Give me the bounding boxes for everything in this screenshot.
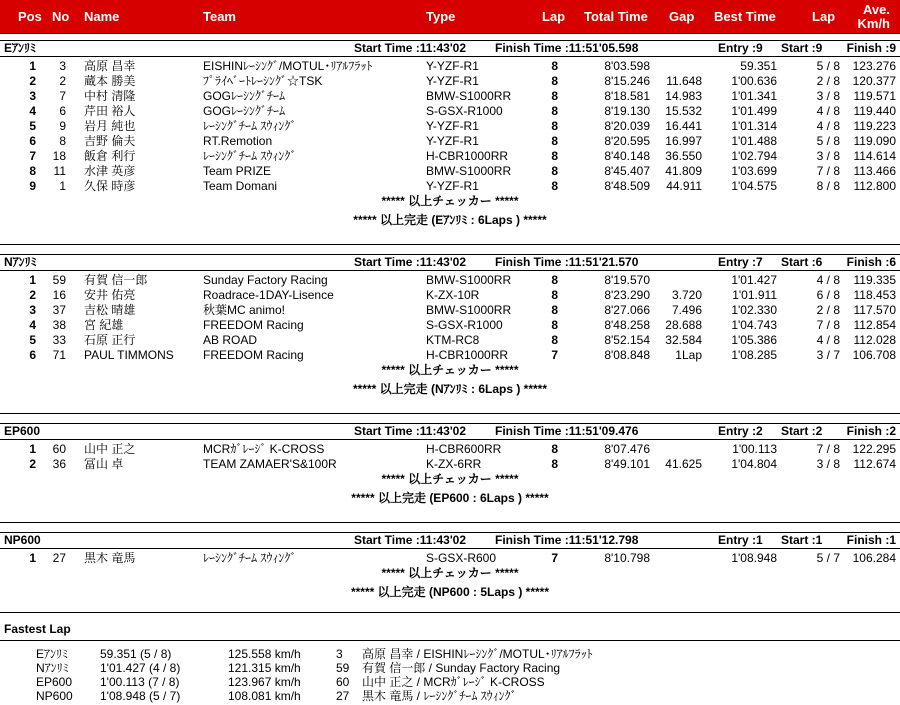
rider-name-cell: 黒木 竜馬 xyxy=(84,551,136,565)
bike-type-cell: Y-YZF-R1 xyxy=(426,119,479,133)
finish-time: Finish Time :11:51'21.570 xyxy=(495,255,639,269)
rider-name-cell: 中村 清隆 xyxy=(84,89,136,103)
ave-speed-cell: 119.571 xyxy=(853,89,896,103)
best-time-cell: 1'02.330 xyxy=(731,303,777,317)
col-ave-header xyxy=(858,3,891,31)
bike-type-cell: K-ZX-10R xyxy=(426,288,480,302)
table-row xyxy=(0,551,900,566)
best-time-cell: 1'01.427 xyxy=(731,273,777,287)
col-gap-header: Gap xyxy=(669,9,695,24)
pos-cell: 5 xyxy=(29,119,36,133)
gap-cell: 11.648 xyxy=(666,74,702,88)
number-cell: 59 xyxy=(52,273,66,287)
fastest-speed: 108.081 km/h xyxy=(228,689,301,703)
ave-speed-cell: 106.284 xyxy=(852,551,896,565)
best-time-cell: 1'00.636 xyxy=(731,74,777,88)
total-time-cell: 8'20.595 xyxy=(604,134,650,148)
best-lap-cell: 4 / 8 xyxy=(816,333,840,347)
total-time-cell: 8'10.798 xyxy=(604,551,650,565)
fastest-lap-row xyxy=(0,647,900,662)
bike-type-cell: KTM-RC8 xyxy=(426,333,480,347)
pos-cell: 3 xyxy=(29,89,36,103)
number-cell: 18 xyxy=(52,149,66,163)
best-time-cell: 1'01.488 xyxy=(731,134,777,148)
section-divider xyxy=(0,522,900,523)
ave-speed-cell: 112.800 xyxy=(853,179,896,193)
laps-cell: 8 xyxy=(551,318,558,332)
best-time-cell: 1'08.948 xyxy=(731,551,777,565)
fastest-time: 1'08.948 (5 / 7) xyxy=(100,689,181,703)
pos-cell: 3 xyxy=(29,303,36,317)
ave-speed-cell: 120.377 xyxy=(852,74,896,88)
fastest-time: 1'00.113 (7 / 8) xyxy=(100,675,180,689)
start-time: Start Time :11:43'02 xyxy=(354,533,467,547)
ave-speed-cell: 117.570 xyxy=(853,303,896,317)
fastest-class: NP600 xyxy=(36,689,73,703)
gap-cell: 41.625 xyxy=(665,457,702,471)
rider-name-cell: 安井 佑亮 xyxy=(84,288,136,302)
rider-name-cell: 芹田 裕人 xyxy=(84,104,136,118)
best-time-cell: 1'01.911 xyxy=(732,288,777,302)
team-cell: ﾌﾟﾗｲﾍﾞｰﾄﾚｰｼﾝｸﾞ☆TSK xyxy=(203,74,323,88)
gap-cell: 1Lap xyxy=(675,348,702,362)
best-lap-cell: 4 / 8 xyxy=(816,273,840,287)
total-time-cell: 8'20.039 xyxy=(604,119,650,133)
pos-cell: 6 xyxy=(29,134,36,148)
pos-cell: 4 xyxy=(29,318,36,332)
class-header xyxy=(0,40,900,57)
finish-count: Finish :6 xyxy=(846,255,896,269)
pos-cell: 6 xyxy=(29,348,36,362)
rider-name-cell: 冨山 卓 xyxy=(84,457,124,471)
table-row xyxy=(0,149,900,164)
checker-line: ***** 以上チェッカー ***** xyxy=(381,194,519,208)
rider-name-cell: 吉松 晴雄 xyxy=(84,303,136,317)
team-cell: MCRｶﾞﾚｰｼﾞ K-CROSS xyxy=(203,442,325,456)
rider-name-cell: 山中 正之 xyxy=(84,442,136,456)
best-lap-cell: 4 / 8 xyxy=(816,104,840,118)
team-cell: FREEDOM Racing xyxy=(203,318,304,332)
bike-type-cell: BMW-S1000RR xyxy=(426,303,512,317)
gap-cell: 36.550 xyxy=(665,149,702,163)
gap-cell: 28.688 xyxy=(665,318,702,332)
number-cell: 71 xyxy=(52,348,66,362)
ave-speed-cell: 113.466 xyxy=(853,164,896,178)
laps-cell: 7 xyxy=(551,348,558,362)
total-time-cell: 8'18.581 xyxy=(604,89,650,103)
number-cell: 37 xyxy=(52,303,66,317)
table-row xyxy=(0,164,900,179)
best-lap-cell: 2 / 8 xyxy=(816,303,840,317)
results-header xyxy=(0,0,900,34)
col-lap-header: Lap xyxy=(542,9,566,24)
table-row xyxy=(0,348,900,363)
team-cell: EISHINﾚｰｼﾝｸﾞ/MOTUL･ﾘｱﾙﾌﾗｯﾄ xyxy=(203,59,373,73)
rider-name-cell: 石原 正行 xyxy=(84,333,136,347)
fastest-class: Nｱﾝﾘﾐ xyxy=(36,661,69,675)
ave-speed-cell: 118.453 xyxy=(853,288,896,302)
fastest-speed: 121.315 km/h xyxy=(228,661,301,675)
pos-cell: 1 xyxy=(29,273,36,287)
table-row xyxy=(0,303,900,318)
gap-cell: 7.496 xyxy=(671,303,702,317)
best-time-cell: 1'03.699 xyxy=(731,164,777,178)
ave-speed-cell: 112.674 xyxy=(853,457,896,471)
total-time-cell: 8'40.148 xyxy=(604,149,650,163)
best-lap-cell: 7 / 8 xyxy=(816,318,840,332)
gap-cell: 14.983 xyxy=(665,89,702,103)
col-no-header: No xyxy=(52,9,70,24)
class-name: Nｱﾝﾘﾐ xyxy=(4,255,37,269)
fastest-rider-team: 有賀 信一郎 / Sunday Factory Racing xyxy=(362,661,561,675)
section-divider xyxy=(0,612,900,613)
bike-type-cell: BMW-S1000RR xyxy=(426,273,512,287)
total-time-cell: 8'08.848 xyxy=(604,348,650,362)
team-cell: RT.Remotion xyxy=(203,134,273,148)
col-team-header: Team xyxy=(203,9,236,24)
start-count: Start :6 xyxy=(781,255,823,269)
finish-count: Finish :2 xyxy=(846,424,896,438)
bike-type-cell: S-GSX-R600 xyxy=(426,551,497,565)
best-time-cell: 1'01.499 xyxy=(731,104,777,118)
class-header xyxy=(0,254,900,271)
start-count: Start :2 xyxy=(781,424,823,438)
number-cell: 3 xyxy=(59,59,66,73)
table-row xyxy=(0,457,900,472)
best-time-cell: 1'01.341 xyxy=(731,89,777,103)
fastest-rider-team: 黒木 竜馬 / ﾚｰｼﾝｸﾞﾁｰﾑ ｽｳｨﾝｸﾞ xyxy=(362,689,517,703)
best-lap-cell: 6 / 8 xyxy=(816,288,840,302)
col-type-header: Type xyxy=(426,9,456,24)
best-lap-cell: 2 / 8 xyxy=(816,74,840,88)
best-time-cell: 1'01.314 xyxy=(731,119,777,133)
laps-cell: 8 xyxy=(551,59,558,73)
col-ave-header-line1: Ave. xyxy=(863,2,890,17)
number-cell: 33 xyxy=(52,333,66,347)
entry-count: Entry :1 xyxy=(718,533,763,547)
pos-cell: 9 xyxy=(29,179,36,193)
table-row xyxy=(0,318,900,333)
class-header xyxy=(0,423,900,440)
total-time-cell: 8'52.154 xyxy=(604,333,650,347)
entry-count: Entry :2 xyxy=(718,424,763,438)
ave-speed-cell: 123.276 xyxy=(852,59,896,73)
bike-type-cell: H-CBR1000RR xyxy=(426,149,509,163)
finish-count: Finish :1 xyxy=(846,533,896,547)
laps-cell: 8 xyxy=(551,333,558,347)
total-time-cell: 8'48.509 xyxy=(604,179,650,193)
pos-cell: 1 xyxy=(29,442,36,456)
number-cell: 2 xyxy=(59,74,66,88)
total-time-cell: 8'19.130 xyxy=(604,104,650,118)
best-lap-cell: 8 / 8 xyxy=(816,179,840,193)
fastest-time: 1'01.427 (4 / 8) xyxy=(100,661,181,675)
laps-cell: 8 xyxy=(551,164,558,178)
number-cell: 27 xyxy=(52,551,66,565)
number-cell: 1 xyxy=(59,179,66,193)
rider-name-cell: 宮 紀雄 xyxy=(84,318,124,332)
number-cell: 60 xyxy=(52,442,66,456)
pos-cell: 2 xyxy=(29,288,36,302)
table-row xyxy=(0,288,900,303)
table-row xyxy=(0,179,900,194)
best-lap-cell: 3 / 8 xyxy=(816,457,840,471)
bike-type-cell: Y-YZF-R1 xyxy=(426,179,479,193)
pos-cell: 5 xyxy=(29,333,36,347)
laps-cell: 8 xyxy=(551,288,558,302)
laps-cell: 8 xyxy=(551,149,558,163)
team-cell: Team Domani xyxy=(203,179,278,193)
best-lap-cell: 5 / 8 xyxy=(816,59,840,73)
best-lap-cell: 3 / 8 xyxy=(816,149,840,163)
fastest-lap-title: Fastest Lap xyxy=(4,622,71,636)
bike-type-cell: H-CBR600RR xyxy=(426,442,502,456)
pos-cell: 4 xyxy=(29,104,36,118)
number-cell: 6 xyxy=(59,104,66,118)
number-cell: 11 xyxy=(53,164,66,178)
rider-name-cell: 有賀 信一郎 xyxy=(84,273,148,287)
fastest-lap-row xyxy=(0,675,900,690)
team-cell: GOGﾚｰｼﾝｸﾞﾁｰﾑ xyxy=(203,89,286,103)
team-cell: Sunday Factory Racing xyxy=(203,273,328,287)
pos-cell: 7 xyxy=(29,149,36,163)
gap-cell: 16.997 xyxy=(665,134,702,148)
finishers-line: ***** 以上完走 (Nｱﾝﾘﾐ : 6Laps ) ***** xyxy=(352,382,548,396)
team-cell: Roadrace-1DAY-Lisence xyxy=(203,288,334,302)
number-cell: 16 xyxy=(52,288,66,302)
bike-type-cell: K-ZX-6RR xyxy=(426,457,482,471)
best-lap-cell: 5 / 7 xyxy=(816,551,840,565)
pos-cell: 1 xyxy=(29,551,36,565)
fastest-lap-divider xyxy=(0,640,900,641)
ave-speed-cell: 112.854 xyxy=(853,318,896,332)
bike-type-cell: BMW-S1000RR xyxy=(426,164,512,178)
col-total-time-header: Total Time xyxy=(584,9,648,24)
best-lap-cell: 3 / 7 xyxy=(816,348,840,362)
col-pos-header: Pos xyxy=(18,9,42,24)
ave-speed-cell: 119.440 xyxy=(853,104,896,118)
checker-line: ***** 以上チェッカー ***** xyxy=(381,472,519,486)
total-time-cell: 8'27.066 xyxy=(604,303,650,317)
team-cell: ﾚｰｼﾝｸﾞﾁｰﾑ ｽｳｨﾝｸﾞ xyxy=(203,149,297,163)
number-cell: 9 xyxy=(59,119,66,133)
laps-cell: 8 xyxy=(551,457,558,471)
best-time-cell: 1'04.575 xyxy=(731,179,777,193)
gap-cell: 16.441 xyxy=(665,119,702,133)
fastest-time: 59.351 (5 / 8) xyxy=(100,647,172,661)
total-time-cell: 8'03.598 xyxy=(604,59,650,73)
team-cell: ﾚｰｼﾝｸﾞﾁｰﾑ ｽｳｨﾝｸﾞ xyxy=(203,119,297,133)
laps-cell: 8 xyxy=(551,442,558,456)
number-cell: 7 xyxy=(59,89,66,103)
table-row xyxy=(0,119,900,134)
best-lap-cell: 4 / 8 xyxy=(816,119,840,133)
bike-type-cell: Y-YZF-R1 xyxy=(426,59,479,73)
pos-cell: 1 xyxy=(29,59,36,73)
fastest-rider-team: 山中 正之 / MCRｶﾞﾚｰｼﾞ K-CROSS xyxy=(362,675,545,689)
start-time: Start Time :11:43'02 xyxy=(354,255,467,269)
fastest-lap-row xyxy=(0,689,900,704)
number-cell: 8 xyxy=(59,134,66,148)
table-row xyxy=(0,104,900,119)
class-name: EP600 xyxy=(4,424,41,438)
rider-name-cell: 高原 昌幸 xyxy=(84,59,136,73)
finish-time: Finish Time :11:51'12.798 xyxy=(495,533,639,547)
team-cell: Team PRIZE xyxy=(203,164,272,178)
entry-count: Entry :7 xyxy=(718,255,763,269)
laps-cell: 8 xyxy=(551,303,558,317)
rider-name-cell: 久保 時彦 xyxy=(84,179,136,193)
col-ave-header-line2: Km/h xyxy=(857,16,890,31)
gap-cell: 44.911 xyxy=(666,179,702,193)
total-time-cell: 8'48.258 xyxy=(604,318,650,332)
total-time-cell: 8'45.407 xyxy=(604,164,650,178)
gap-cell: 41.809 xyxy=(665,164,702,178)
best-time-cell: 1'02.794 xyxy=(731,149,777,163)
total-time-cell: 8'07.476 xyxy=(604,442,650,456)
best-time-cell: 1'08.285 xyxy=(731,348,777,362)
team-cell: ﾚｰｼﾝｸﾞﾁｰﾑ ｽｳｨﾝｸﾞ xyxy=(203,551,297,565)
rider-name-cell: 水津 英彦 xyxy=(84,164,136,178)
finishers-line: ***** 以上完走 (Eｱﾝﾘﾐ : 6Laps ) ***** xyxy=(353,213,547,227)
ave-speed-cell: 119.223 xyxy=(853,119,896,133)
checker-line: ***** 以上チェッカー ***** xyxy=(381,363,519,377)
fastest-number: 59 xyxy=(336,661,350,675)
fastest-number: 3 xyxy=(336,647,343,661)
pos-cell: 2 xyxy=(29,457,36,471)
total-time-cell: 8'23.290 xyxy=(604,288,650,302)
laps-cell: 8 xyxy=(551,74,558,88)
fastest-class: EP600 xyxy=(36,675,73,689)
start-count: Start :9 xyxy=(781,41,823,55)
fastest-lap-row xyxy=(0,661,900,676)
gap-cell: 15.532 xyxy=(665,104,702,118)
class-name: Eｱﾝﾘﾐ xyxy=(4,41,37,55)
col-best-time-header: Best Time xyxy=(714,9,776,24)
number-cell: 36 xyxy=(52,457,66,471)
best-time-cell: 1'05.386 xyxy=(731,333,777,347)
laps-cell: 8 xyxy=(551,273,558,287)
best-lap-cell: 3 / 8 xyxy=(816,89,840,103)
best-time-cell: 1'00.113 xyxy=(732,442,777,456)
pos-cell: 8 xyxy=(29,164,36,178)
start-time: Start Time :11:43'02 xyxy=(354,41,467,55)
fastest-class: Eｱﾝﾘﾐ xyxy=(36,647,69,661)
fastest-number: 60 xyxy=(336,675,350,689)
best-time-cell: 1'04.804 xyxy=(731,457,777,471)
best-time-cell: 1'04.743 xyxy=(731,318,777,332)
col-best-lap-header: Lap xyxy=(812,9,836,24)
best-lap-cell: 5 / 8 xyxy=(816,134,840,148)
table-row xyxy=(0,89,900,104)
bike-type-cell: S-GSX-R1000 xyxy=(426,104,503,118)
team-cell: GOGﾚｰｼﾝｸﾞﾁｰﾑ xyxy=(203,104,286,118)
bike-type-cell: BMW-S1000RR xyxy=(426,89,512,103)
ave-speed-cell: 119.335 xyxy=(853,273,896,287)
fastest-rider-team: 高原 昌幸 / EISHINﾚｰｼﾝｸﾞ/MOTUL･ﾘｱﾙﾌﾗｯﾄ xyxy=(362,647,593,661)
best-lap-cell: 7 / 8 xyxy=(816,442,840,456)
total-time-cell: 8'19.570 xyxy=(604,273,650,287)
best-time-cell: 59.351 xyxy=(740,59,777,73)
class-header xyxy=(0,532,900,549)
ave-speed-cell: 112.028 xyxy=(853,333,896,347)
ave-speed-cell: 119.090 xyxy=(853,134,896,148)
fastest-speed: 125.558 km/h xyxy=(228,647,301,661)
finish-time: Finish Time :11:51'09.476 xyxy=(495,424,639,438)
total-time-cell: 8'49.101 xyxy=(604,457,650,471)
laps-cell: 8 xyxy=(551,134,558,148)
table-row xyxy=(0,273,900,288)
fastest-number: 27 xyxy=(336,689,350,703)
rider-name-cell: 岩月 純也 xyxy=(84,119,136,133)
finish-count: Finish :9 xyxy=(846,41,896,55)
ave-speed-cell: 114.614 xyxy=(853,149,896,163)
start-count: Start :1 xyxy=(781,533,823,547)
laps-cell: 8 xyxy=(551,119,558,133)
gap-cell: 32.584 xyxy=(665,333,702,347)
gap-cell: 3.720 xyxy=(671,288,702,302)
rider-name-cell: 飯倉 利行 xyxy=(84,149,136,163)
checker-line: ***** 以上チェッカー ***** xyxy=(381,566,519,580)
rider-name-cell: 吉野 倫夫 xyxy=(84,134,136,148)
team-cell: FREEDOM Racing xyxy=(203,348,304,362)
table-row xyxy=(0,333,900,348)
section-divider xyxy=(0,244,900,245)
ave-speed-cell: 122.295 xyxy=(852,442,896,456)
section-divider xyxy=(0,413,900,414)
fastest-speed: 123.967 km/h xyxy=(228,675,301,689)
entry-count: Entry :9 xyxy=(718,41,763,55)
laps-cell: 8 xyxy=(551,179,558,193)
pos-cell: 2 xyxy=(29,74,36,88)
bike-type-cell: H-CBR1000RR xyxy=(426,348,509,362)
laps-cell: 8 xyxy=(551,89,558,103)
class-name: NP600 xyxy=(4,533,41,547)
rider-name-cell: 蔵本 勝美 xyxy=(84,74,136,88)
table-row xyxy=(0,134,900,149)
bike-type-cell: Y-YZF-R1 xyxy=(426,134,479,148)
laps-cell: 8 xyxy=(551,104,558,118)
team-cell: 秋葉MC animo! xyxy=(203,303,286,317)
team-cell: TEAM ZAMAER'S&100R xyxy=(203,457,337,471)
bike-type-cell: Y-YZF-R1 xyxy=(426,74,479,88)
table-row xyxy=(0,74,900,89)
table-row xyxy=(0,442,900,457)
best-lap-cell: 7 / 8 xyxy=(816,164,840,178)
ave-speed-cell: 106.708 xyxy=(852,348,896,362)
laps-cell: 7 xyxy=(551,551,558,565)
finishers-line: ***** 以上完走 (NP600 : 5Laps ) ***** xyxy=(350,585,550,599)
total-time-cell: 8'15.246 xyxy=(604,74,650,88)
rider-name-cell: PAUL TIMMONS xyxy=(84,348,174,362)
finish-time: Finish Time :11:51'05.598 xyxy=(495,41,639,55)
table-row xyxy=(0,59,900,74)
start-time: Start Time :11:43'02 xyxy=(354,424,467,438)
team-cell: AB ROAD xyxy=(203,333,258,347)
col-name-header: Name xyxy=(84,9,120,24)
finishers-line: ***** 以上完走 (EP600 : 6Laps ) ***** xyxy=(351,491,549,505)
number-cell: 38 xyxy=(52,318,66,332)
bike-type-cell: S-GSX-R1000 xyxy=(426,318,503,332)
